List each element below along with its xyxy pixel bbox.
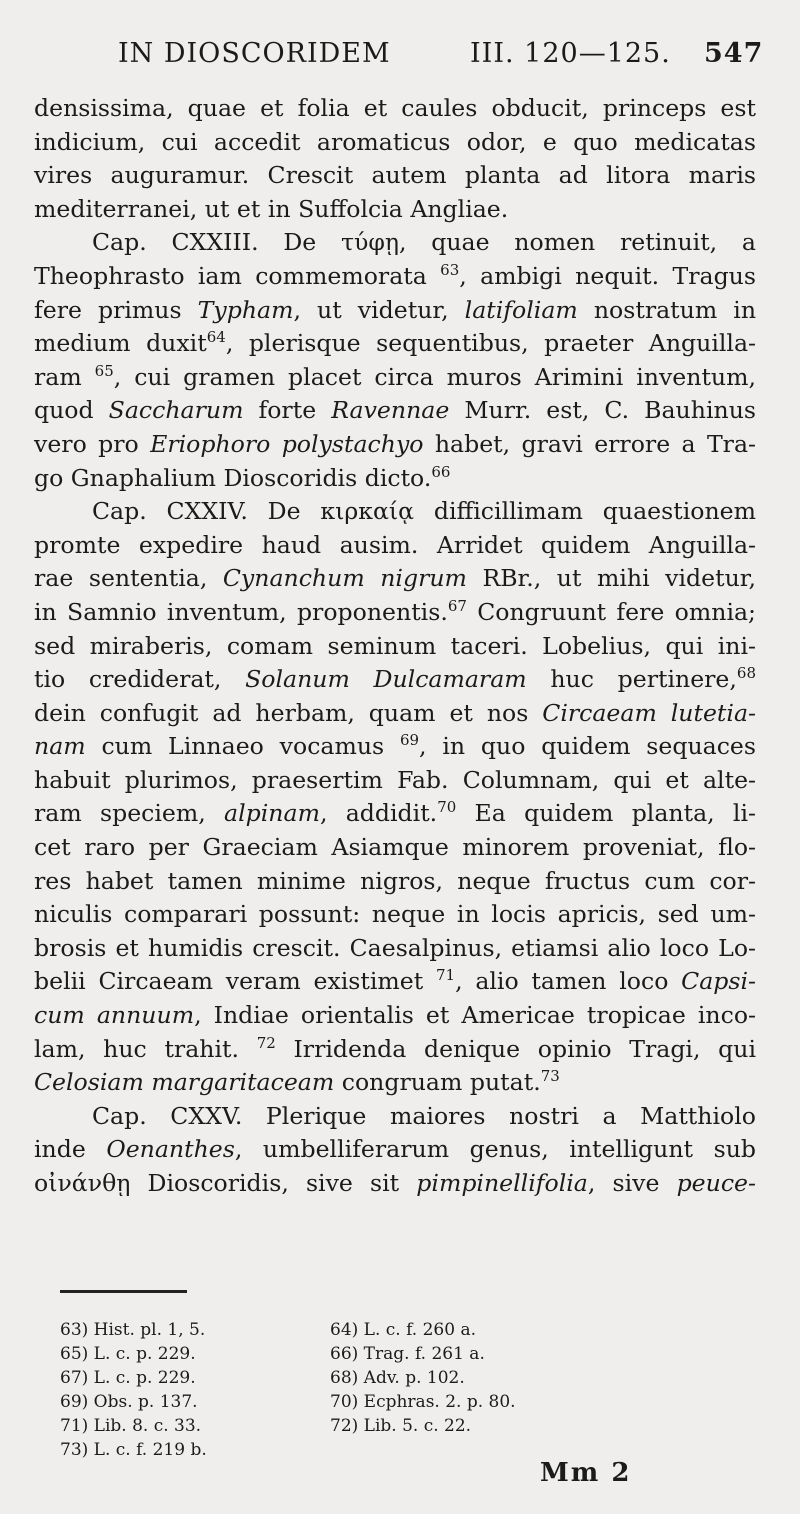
footnote-row	[60, 1366, 620, 1390]
text-line	[34, 965, 756, 999]
footnote-row	[60, 1414, 620, 1438]
italic-text: peuce-	[676, 1169, 756, 1197]
italic-text: Cynanchum nigrum	[222, 564, 467, 593]
italic-text: latifoliam	[464, 295, 578, 324]
text-run: , umbelliferarum genus, intelligunt sub	[234, 1135, 756, 1164]
footnote-ref: 65	[94, 361, 114, 380]
text-line	[34, 1066, 756, 1100]
text-line	[34, 361, 756, 395]
text-line	[34, 529, 756, 563]
footnote: 69) Obs. p. 137.	[60, 1392, 198, 1412]
text-run: brosis et humidis crescit. Caesalpinus, etiamsi alio loco Lo-	[34, 933, 756, 962]
text-run: forte	[243, 396, 332, 425]
header-title: IN DIOSCORIDEM	[118, 38, 391, 69]
text-run: fere primus	[34, 295, 198, 324]
text-run: Cap. CXXIII. De τύφῃ, quae nomen retinuit, a	[92, 228, 756, 257]
text-run: indicium, cui accedit aromaticus odor, e quo medicatas	[34, 127, 756, 156]
text-run: vero pro	[34, 429, 151, 458]
italic-text: Celosiam margaritaceam	[34, 1068, 335, 1097]
text-run: congruam putat.	[334, 1068, 541, 1097]
text-run: Cap. CXXIV. De κιρκαίᾳ difficillimam quaestionem	[92, 497, 756, 526]
footnote-ref: 73	[540, 1067, 560, 1086]
text-line	[34, 394, 756, 428]
text-line	[34, 428, 756, 462]
text-line	[34, 764, 756, 798]
italic-text: Capsi-	[681, 967, 756, 996]
italic-text: cum annuum	[34, 1001, 195, 1030]
body-text	[34, 92, 756, 1201]
signature-mark: Mm 2	[540, 1458, 632, 1488]
footnote: 70) Ecphras. 2. p. 80.	[330, 1392, 516, 1412]
footnote-ref: 67	[447, 596, 467, 615]
footnote-row	[60, 1390, 620, 1414]
footnote-row	[60, 1318, 620, 1342]
text-run: , Indiae orientalis et Americae tropicae inco-	[194, 1001, 756, 1030]
text-run: dein confugit ad herbam, quam et nos	[34, 698, 543, 727]
text-run: medium duxit	[34, 329, 207, 358]
footnote-ref: 63	[440, 260, 460, 279]
text-line	[34, 495, 756, 529]
text-run: Ea quidem planta, li-	[456, 799, 756, 828]
footnote-ref: 69	[399, 731, 420, 750]
text-line	[34, 327, 756, 361]
text-line	[34, 697, 756, 731]
text-run: in Samnio inventum, proponentis.	[34, 597, 448, 626]
text-line	[34, 159, 756, 193]
italic-text: Eriophoro polystachyo	[150, 429, 424, 458]
footnote-ref: 70	[437, 798, 457, 817]
footnote-ref: 71	[435, 966, 456, 985]
text-line	[34, 865, 756, 899]
italic-text: Ravennae	[331, 396, 450, 425]
italic-text: Oenanthes	[106, 1135, 235, 1164]
footnote-ref: 68	[736, 664, 756, 683]
text-run: ram speciem,	[34, 799, 225, 828]
text-run: cum Linnaeo vocamus	[85, 732, 400, 761]
italic-text: alpinam	[224, 799, 320, 828]
text-line	[34, 630, 756, 664]
text-line	[34, 462, 756, 496]
text-line	[34, 226, 756, 260]
footnote-row	[60, 1342, 620, 1366]
text-run: habet, gravi errore a Tra-	[423, 429, 756, 458]
text-run: mediterranei, ut et in Suffolcia Angliae.	[34, 194, 509, 223]
footnote: 73) L. c. f. 219 b.	[60, 1440, 207, 1460]
text-line	[34, 193, 756, 227]
text-run: belii Circaeam veram existimet	[34, 967, 436, 996]
text-line	[34, 932, 756, 966]
text-run: , alio tamen loco	[455, 967, 682, 996]
text-line	[34, 1167, 756, 1201]
text-run: quod	[34, 396, 109, 425]
text-run: Murr. est, C. Bauhinus	[449, 396, 756, 425]
text-run: ram	[34, 362, 95, 391]
text-run: Congruunt fere omnia;	[466, 597, 756, 626]
text-line	[34, 562, 756, 596]
text-line	[34, 730, 756, 764]
text-line	[34, 126, 756, 160]
text-run: sed miraberis, comam seminum taceri. Lobelius, qui ini-	[34, 631, 756, 660]
footnote: 64) L. c. f. 260 a.	[330, 1320, 476, 1340]
text-line	[34, 596, 756, 630]
footnote: 65) L. c. p. 229.	[60, 1344, 196, 1364]
footnote: 63) Hist. pl. 1, 5.	[60, 1320, 206, 1340]
footnote-ref: 72	[256, 1033, 276, 1052]
footnote: 71) Lib. 8. c. 33.	[60, 1416, 202, 1436]
text-run: lam, huc trahit.	[34, 1034, 257, 1063]
footnote: 67) L. c. p. 229.	[60, 1368, 196, 1388]
italic-text: nam	[34, 732, 86, 761]
italic-text: Saccharum	[108, 396, 244, 425]
text-run: res habet tamen minime nigros, neque fructus cum cor-	[34, 866, 756, 895]
footnotes	[60, 1318, 620, 1462]
text-line	[34, 1100, 756, 1134]
footnote: 68) Adv. p. 102.	[330, 1368, 465, 1388]
text-run: Irridenda denique opinio Tragi, qui	[275, 1034, 757, 1063]
text-run: RBr., ut mihi videtur,	[466, 564, 756, 593]
text-line	[34, 294, 756, 328]
text-run: promte expedire haud ausim. Arridet quidem Anguilla-	[34, 530, 756, 559]
text-run: , sive	[587, 1169, 677, 1197]
text-line	[34, 260, 756, 294]
header-section: III. 120—125.	[470, 38, 671, 69]
text-run: nostratum in	[577, 295, 757, 324]
text-run: , ambigi nequit. Tragus	[459, 261, 756, 290]
text-run: , ut videtur,	[293, 295, 465, 324]
text-line	[34, 1133, 756, 1167]
text-run: vires auguramur. Crescit autem planta ad litora maris	[34, 161, 756, 190]
text-line	[34, 92, 756, 126]
footnote-ref: 64	[206, 328, 226, 347]
italic-text: pimpinellifolia	[416, 1169, 588, 1197]
text-line	[34, 663, 756, 697]
text-run: niculis comparari possunt: neque in locis apricis, sed um-	[34, 900, 756, 929]
text-run: go Gnaphalium Dioscoridis dicto.	[34, 463, 432, 492]
text-run: , in quo quidem sequaces	[419, 732, 756, 761]
text-run: habuit plurimos, praesertim Fab. Columnam, qui et alte-	[34, 765, 756, 794]
footnote-row	[60, 1438, 620, 1462]
footnote: 66) Trag. f. 261 a.	[330, 1344, 485, 1364]
text-run: , cui gramen placet circa muros Arimini inventum,	[113, 362, 756, 391]
footnote-ref: 66	[431, 462, 451, 481]
text-run: cet raro per Graeciam Asiamque minorem proveniat, flo-	[34, 833, 756, 862]
text-line	[34, 898, 756, 932]
text-run: densissima, quae et folia et caules obducit, princeps est	[34, 94, 756, 122]
text-run: Theophrasto iam commemorata	[34, 261, 441, 290]
text-line	[34, 1033, 756, 1067]
italic-text: Circaeam lutetia-	[542, 698, 756, 727]
italic-text: Solanum Dulcamaram	[245, 665, 527, 694]
text-run: , plerisque sequentibus, praeter Anguilla-	[225, 329, 757, 358]
running-header	[0, 38, 800, 82]
text-run: Cap. CXXV. Plerique maiores nostri a Matthiolo	[92, 1101, 756, 1130]
footnote-rule	[60, 1290, 187, 1293]
text-run: , addidit.	[319, 799, 438, 828]
text-line	[34, 831, 756, 865]
footnote: 72) Lib. 5. c. 22.	[330, 1416, 472, 1436]
page-number: 547	[704, 38, 764, 69]
text-line	[34, 999, 756, 1033]
text-run: rae sententia,	[34, 564, 223, 593]
text-run: huc pertinere,	[526, 665, 737, 694]
text-run: tio crediderat,	[34, 665, 246, 694]
italic-text: Typham	[197, 295, 294, 324]
text-line	[34, 797, 756, 831]
text-run: inde	[34, 1135, 107, 1164]
text-run: οἰνάνθῃ Dioscoridis, sive sit	[34, 1169, 417, 1197]
